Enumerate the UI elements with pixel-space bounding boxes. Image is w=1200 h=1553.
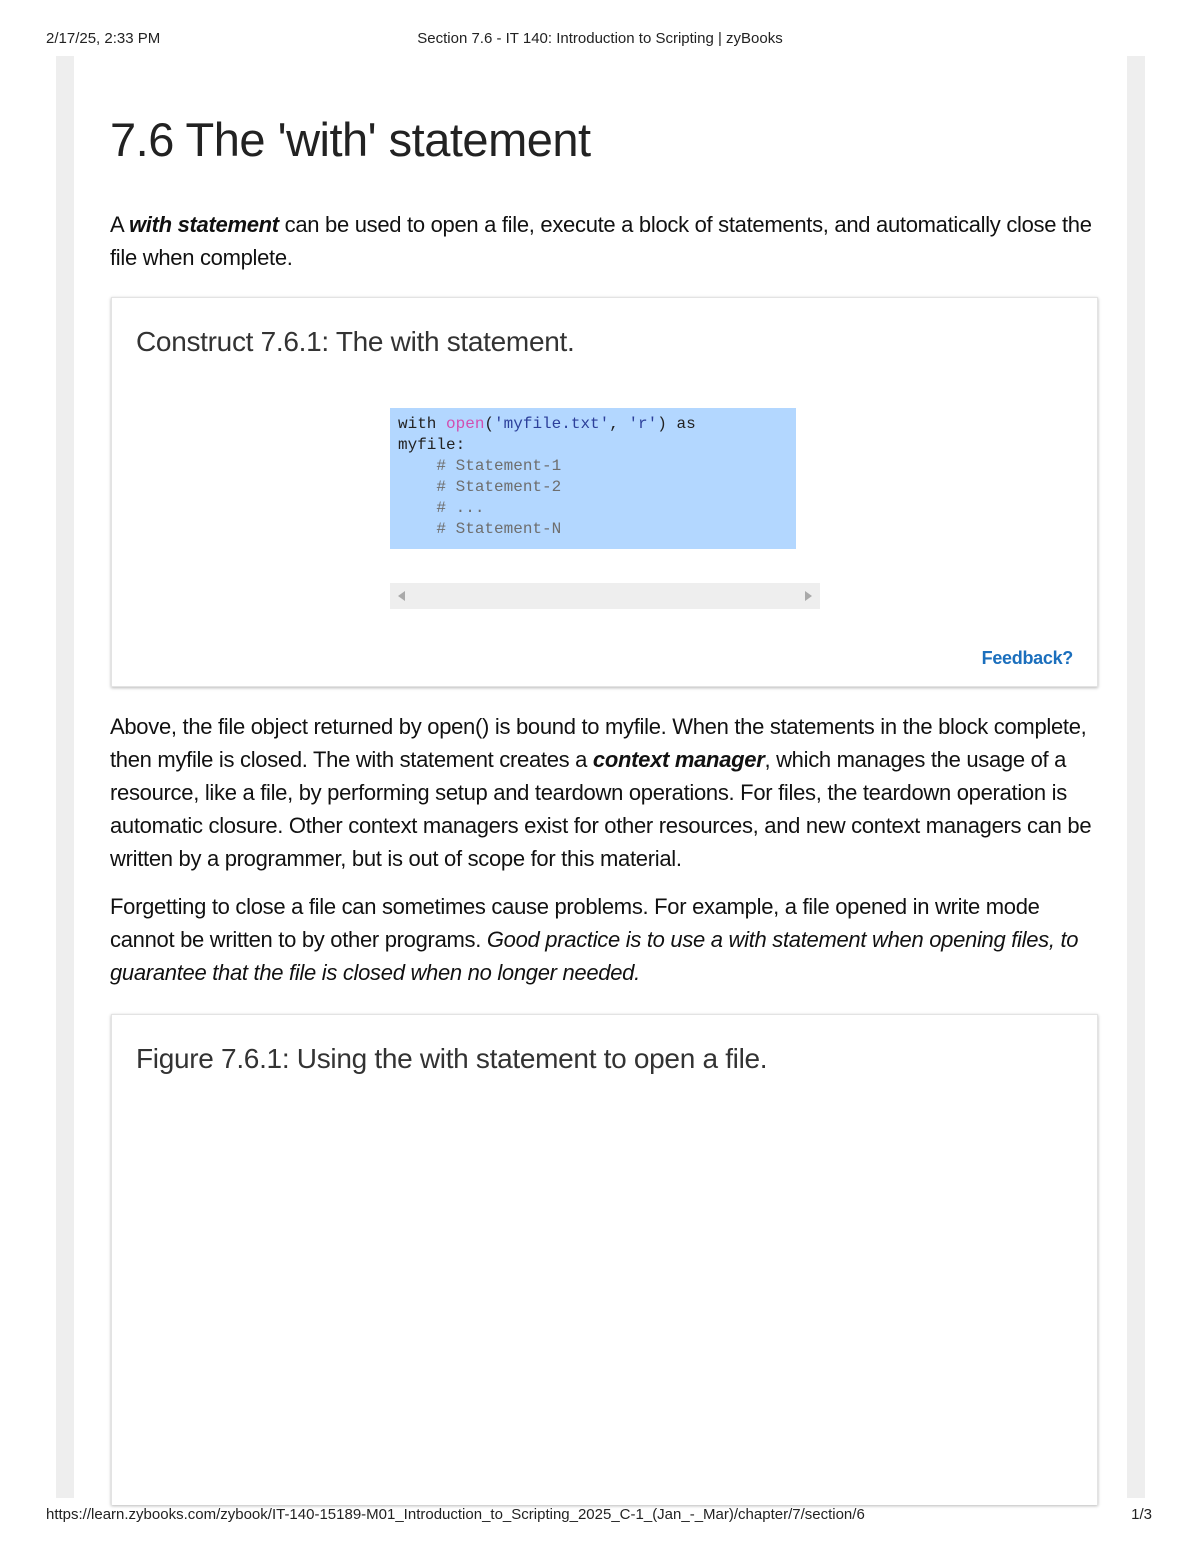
- code-comment: # Statement-N: [436, 520, 562, 538]
- construct-title: Construct 7.6.1: The with statement.: [136, 326, 575, 357]
- construct-card: [111, 297, 1098, 687]
- left-gutter: [56, 56, 74, 1498]
- code-comment: # Statement-2: [436, 478, 562, 496]
- print-header: [0, 30, 1200, 50]
- code-comment: # Statement-1: [436, 457, 562, 475]
- right-scroll-gutter: [1127, 56, 1145, 1498]
- scroll-right-arrow-icon[interactable]: [805, 591, 812, 601]
- code-keyword-as: as: [666, 415, 696, 433]
- print-url: https://learn.zybooks.com/zybook/IT-140-15189-M01_Introduction_to_Scripting_2025_C-1_(Jan_-_Mar)/chapter/7/section/6: [46, 1506, 865, 1523]
- context-manager-paragraph: [110, 710, 1100, 875]
- para1-part2: , which manages the usage of a resource, like a file, by performing setup and teardown operations. For files, the teardown operation is automatic closure. Other context managers exist for other resources, and new context managers can be written by a programmer, but is out of scope for this material.: [110, 747, 1092, 871]
- code-comma: ,: [609, 415, 629, 433]
- code-keyword-with: with: [398, 415, 437, 433]
- code-function-open: open: [446, 415, 485, 433]
- para1-part1: Above, the file object returned by open() is bound to myfile. When the statements in the block complete, then myfile is closed. The with statement creates a: [110, 714, 1087, 772]
- code-paren-close: ): [657, 415, 667, 433]
- intro-paragraph: [110, 208, 1100, 274]
- code-string-filename: 'myfile.txt': [494, 415, 610, 433]
- intro-rest: can be used to open a file, execute a block of statements, and automatically close the file when complete.: [110, 212, 1092, 270]
- print-page-number: 1/3: [1131, 1506, 1152, 1523]
- figure-title: Figure 7.6.1: Using the with statement to open a file.: [136, 1043, 768, 1074]
- code-paren-open: (: [484, 415, 495, 433]
- print-page-title: Section 7.6 - IT 140: Introduction to Scripting | zyBooks: [417, 30, 783, 47]
- para2-part1: Forgetting to close a file can sometimes cause problems. For example, a file opened in write mode cannot be written to by other programs.: [110, 894, 1040, 952]
- good-practice-paragraph: [110, 890, 1100, 989]
- code-horizontal-scrollbar[interactable]: [390, 583, 820, 609]
- scroll-left-arrow-icon[interactable]: [398, 591, 405, 601]
- code-variable-line: myfile:: [398, 436, 466, 454]
- feedback-link[interactable]: Feedback?: [981, 648, 1073, 668]
- intro-lead: A: [110, 212, 129, 237]
- term-with-statement: with statement: [128, 212, 279, 237]
- good-practice-emphasis: Good practice is to use a with statement when opening files, to guarantee that the file is closed when no longer needed.: [110, 927, 1079, 985]
- section-title: 7.6 The 'with' statement: [110, 113, 591, 166]
- figure-card: [111, 1014, 1098, 1505]
- code-comment: # ...: [436, 499, 485, 517]
- code-block: [390, 408, 796, 549]
- print-date: 2/17/25, 2:33 PM: [46, 30, 161, 47]
- term-context-manager: context manager: [592, 747, 765, 772]
- code-string-mode: 'r': [628, 415, 658, 433]
